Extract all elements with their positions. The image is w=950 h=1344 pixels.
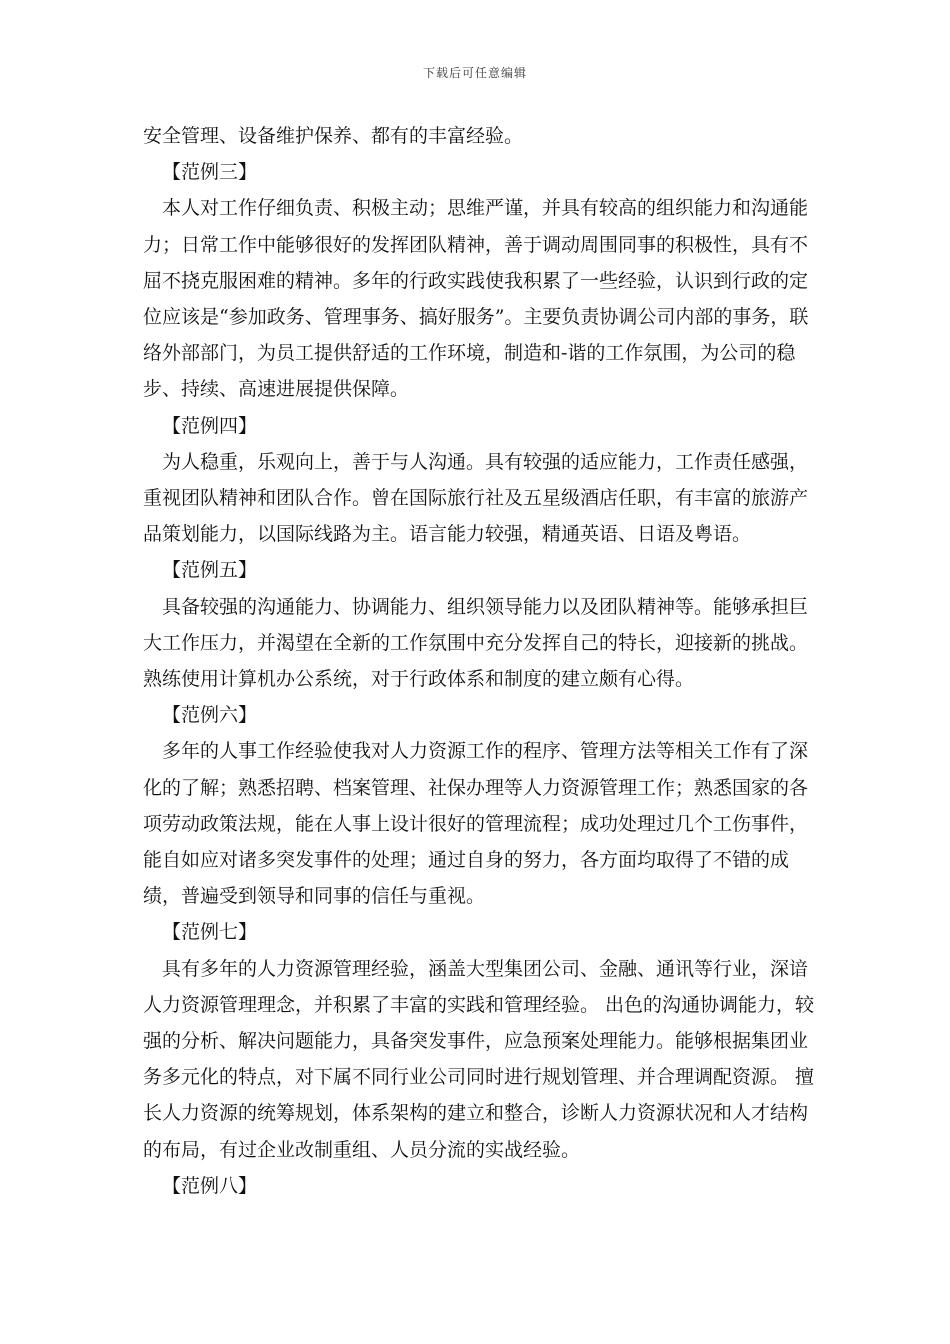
paragraph-example-4: 为人稳重，乐观向上，善于与人沟通。具有较强的适应能力，工作责任感强，重视团队精神和团队合作。曾在国际旅行社及五星级酒店任职，有丰富的旅游产品策划能力，以国际线路为主。语言能力较强，精通英语、日语及粤语。 [143, 450, 809, 546]
section-heading-example-8: 【范例八】 [162, 1174, 258, 1197]
paragraph-example-3: 本人对工作仔细负责、积极主动；思维严谨，并具有较高的组织能力和沟通能力；日常工作中能够很好的发挥团队精神，善于调动周围同事的积极性，具有不屈不挠克服困难的精神。多年的行政实践使我积累了一些经验，认识到行政的定位应该是“参加政务、管理事务、搞好服务”。主要负责协调公司内部的事务，联络外部部门，为员工提供舒适的工作环境，制造和-谐的工作氛围，为公司的稳步、持续、高速进展提供保障。 [143, 197, 809, 401]
document-body [143, 118, 823, 1204]
section-heading-example-5: 【范例五】 [162, 559, 258, 582]
section-heading-example-7: 【范例七】 [162, 921, 258, 944]
continuation-paragraph: 安全管理、设备维护保养、都有的丰富经验。 [143, 125, 524, 147]
page-header: 下载后可任意编辑 [422, 66, 527, 80]
section-heading-example-4: 【范例四】 [162, 414, 258, 437]
paragraph-example-7: 具有多年的人力资源管理经验，涵盖大型集团公司、金融、通讯等行业，深谙人力资源管理理念，并积累了丰富的实践和管理经验。 出色的沟通协调能力，较强的分析、解决问题能力，具备突发事件，应急预案处理能力。能够根据集团业务多元化的特点，对下属不同行业公司同时进行规划管理、并合理调配资源。 擅长人力资源的统筹规划，体系架构的建立和整合，诊断人力资源状况和人才结构的布局，有过企业改制重组、人员分流的实战经验。 [143, 957, 815, 1161]
section-heading-example-6: 【范例六】 [162, 704, 258, 727]
section-heading-example-3: 【范例三】 [162, 161, 258, 184]
paragraph-example-5: 具备较强的沟通能力、协调能力、组织领导能力以及团队精神等。能够承担巨大工作压力，并渴望在全新的工作氛围中充分发挥自己的特长，迎接新的挑战。熟练使用计算机办公系统，对于行政体系和制度的建立颇有心得。 [143, 595, 809, 691]
paragraph-example-6: 多年的人事工作经验使我对人力资源工作的程序、管理方法等相关工作有了深化的了解；熟悉招聘、档案管理、社保办理等人力资源管理工作；熟悉国家的各项劳动政策法规，能在人事上设计很好的管理流程；成功处理过几个工伤事件，能自如应对诸多突发事件的处理；通过自身的努力，各方面均取得了不错的成绩，普遍受到领导和同事的信任与重视。 [143, 740, 809, 908]
